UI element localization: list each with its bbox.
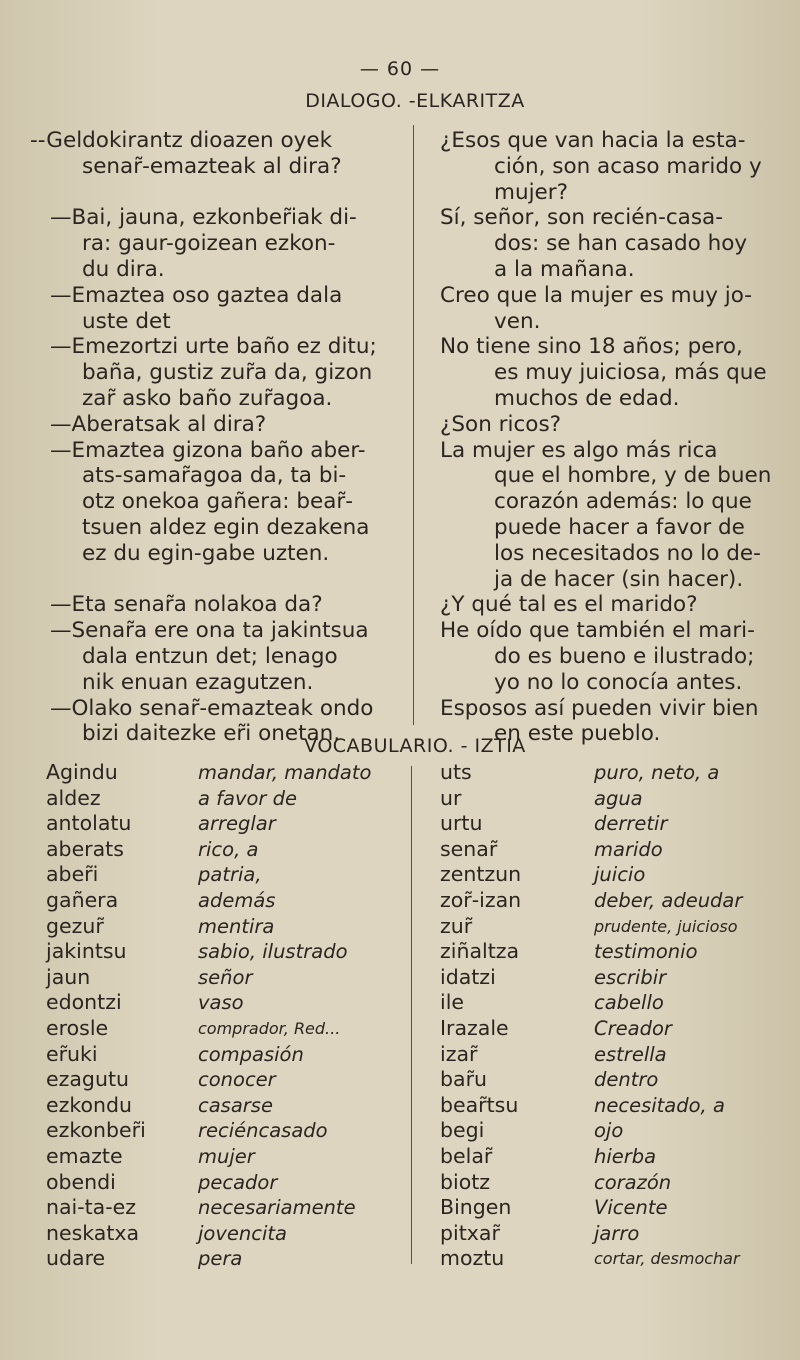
dialog-basque-line: bizi daitezke er̃i onetan. — [82, 721, 341, 747]
dialog-basque-line: senar̃-emazteak al dira? — [82, 153, 342, 179]
vocab-spanish-translation: prudente, juicioso — [594, 916, 738, 936]
dialog-spanish-line: es muy juiciosa, más que — [494, 360, 767, 386]
vocab-spanish-translation: arreglar — [198, 812, 276, 836]
dialog-basque-line: —Olako senar̃-emazteak ondo — [50, 695, 374, 721]
vocab-spanish-translation: vaso — [198, 991, 244, 1015]
vocab-basque-term: Irazale — [440, 1015, 509, 1040]
vocab-basque-term: jaun — [46, 964, 91, 989]
vocab-spanish-translation: necesitado, a — [594, 1093, 725, 1117]
dialog-spanish-line: ven. — [494, 308, 541, 334]
vocab-spanish-right-column — [594, 760, 799, 1272]
vocab-spanish-translation: corazón — [594, 1170, 672, 1194]
dialog-spanish-line: mujer? — [494, 179, 569, 205]
vocab-spanish-translation: Vicente — [594, 1196, 668, 1220]
dialog-basque-column — [30, 128, 398, 747]
dialog-spacer — [30, 180, 398, 206]
dialog-spanish-line: los necesitados no lo de- — [494, 540, 761, 566]
vocab-spanish-translation: jovencita — [198, 1221, 287, 1245]
vocab-spanish-translation: agua — [594, 786, 643, 810]
dialog-spanish-line: puede hacer a favor de — [494, 514, 745, 540]
dialog-basque-line: ra: gaur-goizean ezkon- — [82, 231, 336, 257]
dialog-basque-line: —Emaztea gizona baño aber- — [50, 437, 366, 463]
dialog-basque-line: otz onekoa gañera: bear̃- — [82, 489, 353, 515]
vocab-spanish-translation: comprador, Red... — [198, 1018, 341, 1038]
dialog-basque-line: —Emezortzi urte baño ez ditu; — [50, 334, 377, 360]
vocab-basque-term: ezagutu — [46, 1067, 129, 1092]
vocab-basque-term: zentzun — [440, 862, 522, 887]
vocab-spanish-translation: ojo — [594, 1119, 624, 1143]
vocab-spanish-translation: derretir — [594, 812, 668, 836]
vocab-basque-term: biotz — [440, 1169, 491, 1194]
vocab-basque-term: bar̃u — [440, 1067, 487, 1092]
vocab-spanish-translation: cabello — [594, 991, 664, 1015]
vocab-spanish-translation: sabio, ilustrado — [198, 940, 348, 964]
dialog-basque-line: —Aberatsak al dira? — [50, 411, 267, 437]
dialog-basque-line: ez du egin-gabe uzten. — [82, 540, 330, 566]
dialog-spanish-line: No tiene sino 18 años; pero, — [440, 334, 743, 360]
vocab-basque-term: ile — [440, 990, 465, 1015]
vocab-basque-term: zor̃-izan — [440, 887, 522, 912]
dialog-section-title: DIALOGO. -ELKARITZA — [305, 90, 525, 112]
vocab-basque-term: zur̃ — [440, 913, 473, 938]
vocab-basque-term: aldez — [46, 785, 101, 810]
vocab-spanish-translation: además — [198, 888, 276, 912]
vocabulary-column-divider — [411, 766, 412, 1264]
dialog-spanish-line: dos: se han casado hoy — [494, 231, 748, 257]
dialog-spanish-line: en este pueblo. — [494, 721, 661, 747]
dialog-basque-line: baña, gustiz zur̃a da, gizon — [82, 360, 373, 386]
vocab-spanish-translation: testimonio — [594, 940, 698, 964]
vocab-basque-term: obendi — [46, 1169, 116, 1194]
vocab-basque-left-column — [46, 760, 191, 1272]
dialog-basque-line: —Eta senar̃a nolakoa da? — [50, 592, 323, 618]
dialog-basque-line: dala entzun det; lenago — [82, 643, 338, 669]
vocab-basque-term: idatzi — [440, 964, 496, 989]
vocab-spanish-translation: conocer — [198, 1068, 276, 1092]
vocab-basque-term: antolatu — [46, 811, 132, 836]
vocab-spanish-translation: a favor de — [198, 786, 298, 810]
vocab-basque-term: ur — [440, 785, 462, 810]
vocab-basque-term: edontzi — [46, 990, 122, 1015]
vocab-spanish-translation: juicio — [594, 863, 646, 887]
vocab-basque-term: emazte — [46, 1143, 123, 1168]
vocab-basque-term: uts — [440, 760, 472, 784]
dialog-column-divider — [413, 125, 414, 725]
vocab-spanish-translation: jarro — [594, 1221, 640, 1245]
dialog-basque-line: du dira. — [82, 256, 165, 282]
dialog-spanish-line: ¿Son ricos? — [440, 411, 562, 437]
vocab-basque-term: Agindu — [46, 760, 118, 784]
vocab-spanish-translation: señor — [198, 965, 253, 989]
vocab-spanish-translation: mandar, mandato — [198, 761, 372, 784]
dialog-basque-line: nik enuan ezagutzen. — [82, 669, 314, 695]
vocab-basque-term: pitxar̃ — [440, 1220, 500, 1245]
dialog-spanish-line: a la mañana. — [494, 256, 635, 282]
vocab-basque-term: belar̃ — [440, 1143, 493, 1168]
vocab-spanish-translation: estrella — [594, 1042, 667, 1066]
dialog-spanish-line: ción, son acaso marido y — [494, 153, 762, 179]
vocab-basque-term: erosle — [46, 1015, 109, 1040]
vocab-basque-term: neskatxa — [46, 1220, 140, 1245]
vocab-spanish-translation: pecador — [198, 1170, 278, 1194]
vocab-basque-term: izar̃ — [440, 1041, 478, 1066]
vocab-basque-term: gañera — [46, 887, 119, 912]
vocab-spanish-translation: Creador — [594, 1016, 672, 1040]
vocab-spanish-translation: rico, a — [198, 837, 259, 861]
vocab-basque-term: nai-ta-ez — [46, 1195, 137, 1220]
vocab-basque-term: udare — [46, 1246, 106, 1271]
vocab-spanish-translation: casarse — [198, 1093, 273, 1117]
vocab-basque-right-column — [440, 760, 585, 1272]
vocab-basque-term: jakintsu — [46, 939, 127, 964]
vocab-spanish-translation: mujer — [198, 1144, 255, 1168]
dialog-basque-line: —Bai, jauna, ezkonber̃iak di- — [50, 205, 357, 231]
vocab-basque-term: gezur̃ — [46, 913, 104, 938]
dialog-basque-line: —Emaztea oso gaztea dala — [50, 282, 343, 308]
vocab-spanish-translation: escribir — [594, 965, 667, 989]
vocab-basque-term: aber̃i — [46, 862, 99, 887]
vocab-spanish-translation: mentira — [198, 914, 275, 938]
dialog-spanish-line: ¿Y qué tal es el marido? — [440, 592, 698, 618]
vocab-basque-term: Bingen — [440, 1195, 512, 1220]
vocab-spanish-translation: patria, — [198, 863, 262, 887]
vocab-basque-term: er̃uki — [46, 1041, 98, 1066]
dialog-basque-line: tsuen aldez egin dezakena — [82, 514, 370, 540]
vocab-spanish-translation: dentro — [594, 1068, 659, 1092]
dialog-basque-line: ats-samar̃agoa da, ta bi- — [82, 463, 347, 489]
vocab-basque-term: ziñaltza — [440, 939, 520, 964]
dialog-basque-line: zar̃ asko baño zur̃agoa. — [82, 385, 333, 411]
dialog-basque-line: —Senar̃a ere ona ta jakintsua — [50, 618, 369, 644]
dialog-basque-line: uste det — [82, 308, 171, 334]
vocab-basque-term: ezkonber̃i — [46, 1118, 146, 1143]
vocab-basque-term: urtu — [440, 811, 483, 836]
vocab-basque-term: aberats — [46, 836, 124, 861]
dialog-spanish-line: do es bueno e ilustrado; — [494, 643, 755, 669]
vocab-spanish-translation: compasión — [198, 1042, 304, 1066]
vocab-spanish-translation: deber, adeudar — [594, 888, 743, 912]
dialog-spanish-line: La mujer es algo más rica — [440, 437, 718, 463]
dialog-basque-line: --Geldokirantz dioazen oyek — [30, 128, 333, 153]
dialog-spanish-line: ja de hacer (sin hacer). — [494, 566, 744, 592]
vocab-spanish-translation: cortar, desmochar — [594, 1249, 740, 1269]
vocab-spanish-translation: pera — [198, 1247, 243, 1271]
dialog-spanish-column — [440, 128, 790, 747]
vocab-spanish-translation: hierba — [594, 1144, 657, 1168]
vocab-basque-term: bear̃tsu — [440, 1092, 519, 1117]
dialog-spanish-line: corazón además: lo que — [494, 489, 752, 515]
vocab-spanish-translation: puro, neto, a — [594, 761, 720, 784]
vocab-spanish-left-column — [198, 760, 403, 1272]
vocabulary-section-title: VOCABULARIO. - IZTIA — [304, 735, 526, 757]
dialog-spacer — [30, 567, 398, 593]
vocab-spanish-translation: reciéncasado — [198, 1119, 328, 1143]
vocab-spanish-translation: marido — [594, 837, 663, 861]
dialog-spanish-line: muchos de edad. — [494, 385, 680, 411]
page-number: — 60 — — [359, 58, 441, 80]
dialog-spanish-line: Creo que la mujer es muy jo- — [440, 282, 753, 308]
vocab-basque-term: moztu — [440, 1246, 505, 1271]
dialog-spanish-line: yo no lo conocía antes. — [494, 669, 743, 695]
vocab-basque-term: senar̃ — [440, 836, 498, 861]
dialog-spanish-line: ¿Esos que van hacia la esta- — [440, 128, 746, 153]
vocab-spanish-translation: necesariamente — [198, 1196, 356, 1220]
dialog-spanish-line: Esposos así pueden vivir bien — [440, 695, 759, 721]
dialog-spanish-line: que el hombre, y de buen — [494, 463, 772, 489]
dialog-spanish-line: Sí, señor, son recién-casa- — [440, 205, 723, 231]
dialog-spanish-line: He oído que también el mari- — [440, 618, 755, 644]
vocab-basque-term: ezkondu — [46, 1092, 133, 1117]
vocab-basque-term: begi — [440, 1118, 485, 1143]
